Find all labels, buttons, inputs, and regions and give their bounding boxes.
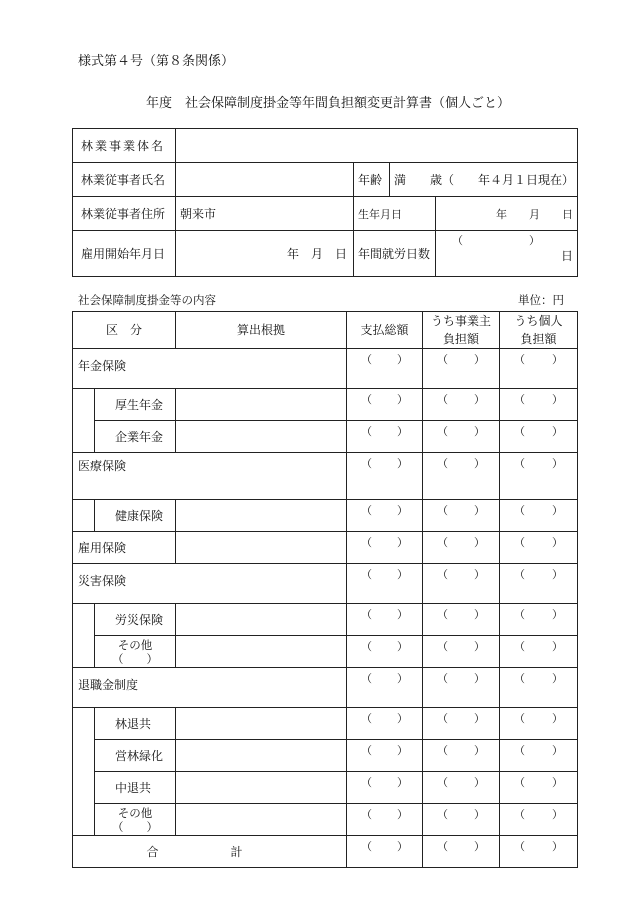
amount-individual[interactable]: （ ） (500, 389, 578, 421)
category-accident: 災害保険 (73, 564, 347, 604)
amount-total[interactable]: （ ） (347, 740, 423, 772)
employment-start-field[interactable]: 年 月 日 (176, 231, 354, 277)
birthdate-label: 生年月日 (354, 197, 436, 231)
amount-employer[interactable]: （ ） (423, 421, 500, 453)
amount-employer[interactable]: （ ） (423, 500, 500, 532)
amount-individual[interactable]: （ ） (500, 564, 578, 604)
work-days-paren: （ ） (452, 234, 540, 247)
employment-start-label: 雇用開始年月日 (73, 231, 176, 277)
amount-total[interactable]: （ ） (347, 564, 423, 604)
header-individual: うち個人 負担額 (500, 312, 578, 349)
amount-individual[interactable]: （ ） (500, 740, 578, 772)
header-basis: 算出根拠 (176, 312, 347, 349)
amount-individual[interactable]: （ ） (500, 500, 578, 532)
basis-field[interactable] (176, 636, 347, 668)
amount-total[interactable]: （ ） (347, 604, 423, 636)
table-row (73, 604, 578, 636)
table-row (73, 500, 578, 532)
category-medical: 医療保険 (73, 453, 347, 500)
worker-name-field[interactable] (176, 163, 354, 197)
age-field[interactable]: 満 歳（ 年４月１日現在） (390, 163, 578, 197)
amount-individual[interactable]: （ ） (500, 349, 578, 389)
item-rintaikyo: 林退共 (95, 708, 176, 740)
amount-total[interactable]: （ ） (347, 804, 423, 836)
unit-label: 単位：円 (518, 293, 564, 307)
amount-total[interactable]: （ ） (347, 636, 423, 668)
header-category: 区 分 (73, 312, 176, 349)
amount-employer[interactable]: （ ） (423, 453, 500, 500)
work-days-field[interactable] (436, 231, 578, 277)
amount-employer[interactable]: （ ） (423, 668, 500, 708)
header-employer: うち事業主 負担額 (423, 312, 500, 349)
cost-table (72, 311, 578, 868)
basis-field[interactable] (176, 772, 347, 804)
amount-total[interactable]: （ ） (347, 708, 423, 740)
table-row (73, 740, 578, 772)
item-eirin-ryokka: 営林緑化 (95, 740, 176, 772)
basis-field[interactable] (176, 804, 347, 836)
amount-total[interactable]: （ ） (347, 421, 423, 453)
item-kosei-nenkin: 厚生年金 (95, 389, 176, 421)
amount-total[interactable]: （ ） (347, 500, 423, 532)
amount-total[interactable]: （ ） (347, 836, 423, 868)
worker-name-label: 林業従事者氏名 (73, 163, 176, 197)
amount-total[interactable]: （ ） (347, 772, 423, 804)
amount-employer[interactable]: （ ） (423, 636, 500, 668)
category-employment: 雇用保険 (73, 532, 176, 564)
table-row (73, 668, 578, 708)
table-row (73, 349, 578, 389)
item-chutaikyo: 中退共 (95, 772, 176, 804)
category-retirement: 退職金制度 (73, 668, 347, 708)
amount-individual[interactable]: （ ） (500, 421, 578, 453)
item-retirement-other: その他 （ ） (95, 804, 176, 836)
amount-individual[interactable]: （ ） (500, 836, 578, 868)
address-field[interactable]: 朝来市 (176, 197, 354, 231)
amount-employer[interactable]: （ ） (423, 740, 500, 772)
basis-field[interactable] (176, 421, 347, 453)
amount-employer[interactable]: （ ） (423, 349, 500, 389)
amount-total[interactable]: （ ） (347, 349, 423, 389)
item-accident-other: その他 （ ） (95, 636, 176, 668)
info-table (72, 128, 578, 277)
amount-employer[interactable]: （ ） (423, 772, 500, 804)
amount-total[interactable]: （ ） (347, 668, 423, 708)
table-row (73, 453, 578, 500)
table-row (73, 836, 578, 868)
table-row (73, 389, 578, 421)
amount-individual[interactable]: （ ） (500, 604, 578, 636)
amount-employer[interactable]: （ ） (423, 604, 500, 636)
item-kenko-hoken: 健康保険 (95, 500, 176, 532)
amount-total[interactable]: （ ） (347, 453, 423, 500)
amount-individual[interactable]: （ ） (500, 708, 578, 740)
basis-field[interactable] (176, 500, 347, 532)
birthdate-field[interactable]: 年 月 日 (436, 197, 578, 231)
business-name-field[interactable] (176, 129, 578, 163)
work-days-label: 年間就労日数 (354, 231, 436, 277)
amount-total[interactable]: （ ） (347, 532, 423, 564)
section-label: 社会保障制度掛金等の内容 (78, 293, 216, 307)
item-kigyo-nenkin: 企業年金 (95, 421, 176, 453)
basis-field[interactable] (176, 740, 347, 772)
amount-individual[interactable]: （ ） (500, 668, 578, 708)
table-row (73, 532, 578, 564)
business-name-label: 林業事業体名 (73, 129, 176, 163)
amount-employer[interactable]: （ ） (423, 564, 500, 604)
item-rosai-hoken: 労災保険 (95, 604, 176, 636)
amount-individual[interactable]: （ ） (500, 804, 578, 836)
table-row (73, 564, 578, 604)
amount-individual[interactable]: （ ） (500, 532, 578, 564)
basis-field[interactable] (176, 389, 347, 421)
amount-employer[interactable]: （ ） (423, 836, 500, 868)
amount-individual[interactable]: （ ） (500, 772, 578, 804)
total-label: 合 計 (73, 836, 347, 868)
amount-employer[interactable]: （ ） (423, 532, 500, 564)
work-days-unit: 日 (560, 249, 573, 263)
table-row (73, 708, 578, 740)
table-row (73, 772, 578, 804)
amount-total[interactable]: （ ） (347, 389, 423, 421)
header-total: 支払総額 (347, 312, 423, 349)
amount-individual[interactable]: （ ） (500, 636, 578, 668)
address-label: 林業従事者住所 (73, 197, 176, 231)
category-pension: 年金保険 (73, 349, 347, 389)
table-row (73, 804, 578, 836)
table-row (73, 421, 578, 453)
basis-field[interactable] (176, 708, 347, 740)
amount-employer[interactable]: （ ） (423, 389, 500, 421)
age-label: 年齢 (354, 163, 390, 197)
basis-field[interactable] (176, 532, 347, 564)
table-row (73, 636, 578, 668)
amount-employer[interactable]: （ ） (423, 708, 500, 740)
form-number: 様式第４号（第８条関係） (78, 54, 235, 69)
amount-employer[interactable]: （ ） (423, 804, 500, 836)
amount-individual[interactable]: （ ） (500, 453, 578, 500)
basis-field[interactable] (176, 604, 347, 636)
document-title: 年度 社会保障制度掛金等年間負担額変更計算書（個人ごと） (146, 96, 511, 111)
